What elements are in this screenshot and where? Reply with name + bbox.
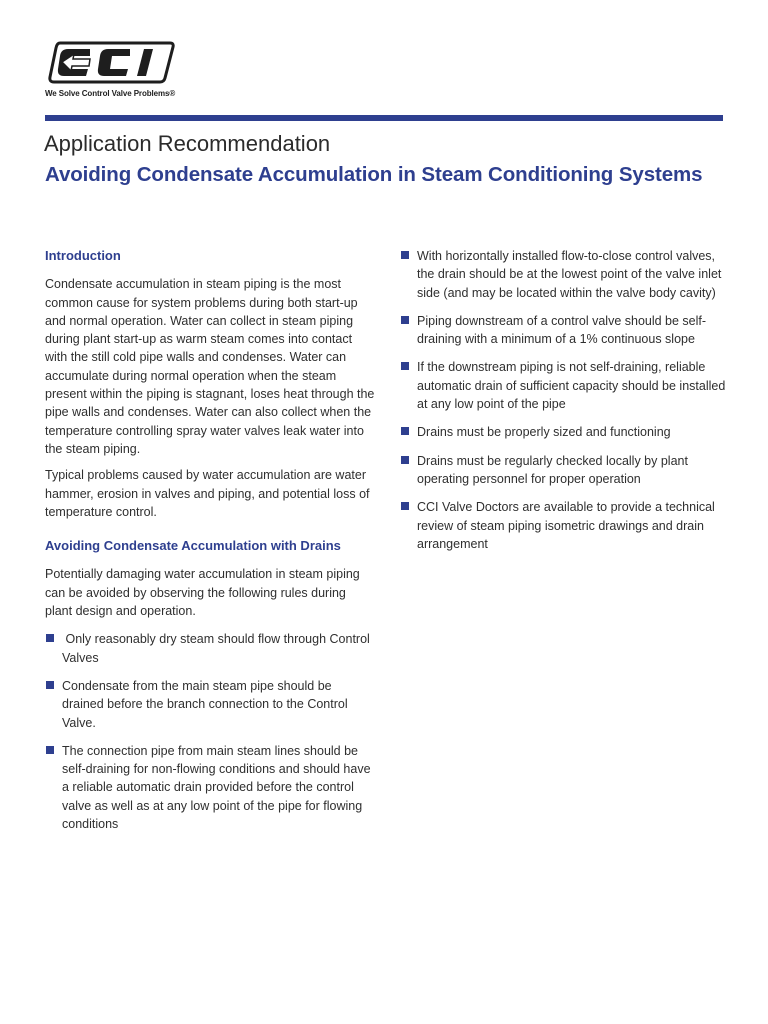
left-bullet-list [45, 630, 375, 833]
list-item-text: Condensate from the main steam pipe should be drained before the branch connection to the Control Valve. [62, 678, 348, 730]
square-bullet-icon [46, 681, 54, 689]
list-item [400, 312, 730, 349]
square-bullet-icon [46, 634, 54, 642]
list-item-text: With horizontally installed flow-to-close control valves, the drain should be at the lowest point of the valve inlet side (and may be located within the valve body cavity) [417, 249, 722, 300]
square-bullet-icon [401, 251, 409, 259]
intro-paragraph: Condensate accumulation in steam piping is the most common cause for system problems during both start-up and normal operation. Water can collect in steam piping during plant start-up as warm steam comes into contact with the still cold pipe walls and condenses. Water can accumulate during normal operation when the steam present within the piping is stagnant, loses heat through the pipe walls and condenses. Water can also collect when the temperature controlling spray water valves leak water into the steam piping. [45, 277, 375, 456]
list-item-text: Only reasonably dry steam should flow through Control Valves [62, 632, 374, 665]
right-bullet-list [400, 247, 730, 553]
list-item-text: The connection pipe from main steam lines should be self-draining for non-flowing conditions and should have a reliable automatic drain provided before the control valve as well as at any low point of the pipe for flowing conditions [62, 743, 371, 832]
document-type: Application Recommendation [44, 131, 331, 156]
header-divider [45, 115, 723, 121]
list-item [400, 423, 730, 441]
list-item [400, 358, 730, 413]
list-item [45, 630, 375, 667]
list-item [400, 498, 730, 553]
square-bullet-icon [401, 427, 409, 435]
square-bullet-icon [401, 362, 409, 370]
company-tagline: We Solve Control Valve Problems® [45, 89, 176, 98]
square-bullet-icon [401, 502, 409, 510]
list-item-text: Piping downstream of a control valve should be self-draining with a minimum of a 1% continuous slope [417, 313, 707, 347]
drains-heading: Avoiding Condensate Accumulation with Drains [45, 538, 341, 554]
cci-logo-mark [46, 40, 176, 85]
drains-paragraph: Potentially damaging water accumulation in steam piping can be avoided by observing the following rules during plant design and operation. [45, 567, 360, 619]
list-item [400, 452, 730, 489]
list-item-text: Drains must be regularly checked locally by plant operating personnel for proper operation [417, 453, 688, 486]
list-item-text: Drains must be properly sized and functioning [417, 425, 671, 440]
square-bullet-icon [46, 746, 54, 754]
square-bullet-icon [401, 316, 409, 324]
square-bullet-icon [401, 456, 409, 464]
right-column [400, 247, 730, 563]
list-item [45, 677, 375, 732]
document-title: Avoiding Condensate Accumulation in Steam Conditioning Systems [45, 163, 703, 186]
list-item-text: CCI Valve Doctors are available to provide a technical review of steam piping isometric drawings and drain arrangement [417, 500, 715, 551]
intro-paragraph: Typical problems caused by water accumulation are water hammer, erosion in valves and piping, and potential loss of temperature control. [45, 468, 370, 519]
left-column [45, 247, 375, 843]
list-item-text: If the downstream piping is not self-draining, reliable automatic drain of sufficient capacity should be installed at any low point of the pipe [417, 360, 726, 412]
introduction-heading: Introduction [45, 248, 121, 263]
list-item [400, 247, 730, 302]
list-item [45, 742, 375, 833]
